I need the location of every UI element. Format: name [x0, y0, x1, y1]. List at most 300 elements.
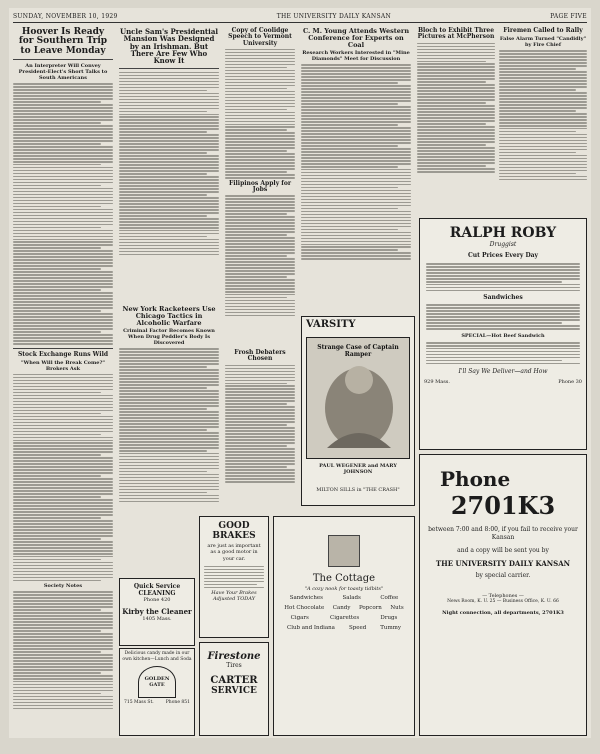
text-line: [225, 237, 295, 239]
text-line: [119, 111, 207, 113]
text-line: [119, 351, 219, 353]
cottage-item: Coffee: [376, 594, 402, 604]
text-line: [417, 75, 495, 77]
text-line: [301, 252, 411, 254]
column-5: [417, 26, 495, 226]
text-line: [225, 394, 295, 396]
text-line: [13, 233, 113, 235]
text-line: [119, 453, 219, 455]
text-line: [119, 206, 219, 208]
cleaning-name: Kirby the Cleaner: [120, 607, 194, 616]
text-line: [499, 179, 587, 181]
text-line: [119, 134, 219, 136]
text-line: [119, 116, 219, 118]
movie-poster: [306, 337, 410, 459]
firestone-sub: Tires: [200, 662, 268, 669]
text-line: [225, 276, 287, 278]
text-line: [417, 58, 495, 60]
text-line: [225, 385, 295, 387]
text-line: [13, 422, 113, 424]
text-line: [499, 164, 587, 166]
text-line: [13, 218, 113, 220]
text-line: [417, 63, 495, 65]
text-line: [13, 262, 113, 264]
text-line: [225, 91, 295, 93]
text-line: [225, 430, 295, 432]
text-line: [13, 553, 113, 555]
text-line: [225, 156, 295, 158]
text-line: [225, 246, 295, 248]
text-line: [301, 91, 411, 93]
kansan-line1: between 7:00 and 8:00, if you fail to receive your Kansan: [420, 520, 586, 547]
text-line: [13, 274, 113, 276]
headline-young: C. M. Young Attends Western Conference for Experts on Coal: [301, 28, 411, 48]
text-line: [119, 360, 219, 362]
text-line: [13, 280, 113, 282]
text-line: [225, 106, 295, 108]
text-line: [13, 639, 113, 641]
masthead: [13, 10, 587, 23]
text-line: [13, 107, 113, 109]
text-line: [119, 417, 219, 419]
text-line: [499, 56, 587, 58]
text-line: [13, 669, 113, 671]
text-line: [417, 135, 495, 137]
text-line: [13, 591, 113, 593]
text-line: [13, 197, 113, 199]
text-line: [13, 493, 113, 495]
text-line: [426, 275, 580, 277]
text-line: [301, 187, 398, 189]
text-line: [119, 251, 219, 253]
brakes-footer: Have Your Brakes Adjusted TODAY: [200, 590, 268, 602]
text-line: [119, 81, 219, 83]
kansan-phone-label: Phone: [420, 455, 586, 491]
text-line: [13, 328, 113, 330]
text-line: [301, 127, 411, 129]
text-line: [225, 412, 295, 414]
text-line: [499, 74, 587, 76]
text-line: [13, 236, 113, 238]
text-line: [13, 170, 113, 172]
text-line: [301, 249, 398, 251]
text-line: [119, 239, 219, 241]
headline-firemen: Firemen Called to Rally: [499, 28, 587, 34]
text-line: [225, 282, 295, 284]
text-line: [119, 426, 219, 428]
text-line: [225, 391, 295, 393]
text-line: [301, 217, 411, 219]
text-line: [119, 396, 219, 398]
text-line: [13, 116, 113, 118]
headline-filipinos: Filipinos Apply for Jobs: [225, 181, 295, 194]
text-line: [13, 508, 113, 510]
text-line: [119, 474, 219, 476]
text-line: [13, 176, 113, 178]
text-line: [119, 492, 207, 494]
text-line: [417, 150, 495, 152]
text-line: [13, 377, 113, 379]
text-line: [13, 212, 113, 214]
text-line: [301, 238, 411, 240]
text-line: [13, 265, 113, 267]
text-line: [119, 414, 219, 416]
text-line: [13, 523, 113, 525]
text-line: [13, 651, 101, 653]
text-line: [119, 105, 219, 107]
brakes-body: [200, 566, 268, 588]
text-line: [225, 478, 295, 480]
brakes-title: GOOD BRAKES: [200, 521, 268, 541]
text-line: [499, 146, 587, 148]
text-line: [13, 431, 113, 433]
text-line: [13, 331, 101, 333]
text-line: [225, 291, 295, 293]
cottage-item: Sandwiches: [286, 594, 327, 604]
text-line: [13, 146, 113, 148]
text-line: [13, 83, 113, 85]
text-line: [119, 372, 219, 374]
text-line: [225, 100, 295, 102]
text-line: [13, 460, 113, 462]
text-line: [13, 690, 113, 692]
text-line: [119, 402, 219, 404]
text-line: [119, 248, 219, 250]
text-line: [13, 505, 113, 507]
firestone-title: Firestone: [200, 651, 268, 662]
text-line: [13, 389, 113, 391]
text-line: [417, 147, 495, 149]
text-line: [13, 514, 113, 516]
text-line: [13, 603, 113, 605]
text-line: [417, 61, 486, 63]
text-line: [301, 97, 411, 99]
text-line: [13, 437, 113, 439]
text-line: [225, 457, 295, 459]
text-line: [13, 398, 113, 400]
text-line: [13, 143, 101, 145]
text-line: [301, 190, 411, 192]
text-line: [417, 87, 495, 89]
text-line: [119, 173, 207, 175]
text-line: [225, 61, 295, 63]
column-1: [13, 26, 113, 736]
text-line: [225, 249, 295, 251]
text-line: [119, 158, 219, 160]
text-line: [301, 139, 411, 141]
text-line: [301, 115, 411, 117]
text-line: [225, 279, 295, 281]
text-line: [225, 309, 295, 311]
text-line: [13, 419, 113, 421]
subhead-young: Research Workers Interested in "Mine Diamonds" Meet for Discussion: [301, 50, 411, 62]
text-line: [13, 194, 113, 196]
article-body: [119, 348, 219, 504]
text-line: [13, 681, 113, 683]
roby-ad: [419, 218, 587, 450]
text-line: [119, 143, 219, 145]
text-line: [225, 222, 295, 224]
text-line: [13, 529, 113, 531]
text-line: [225, 427, 295, 429]
text-line: [225, 433, 295, 435]
text-line: [119, 357, 219, 359]
text-line: [13, 337, 113, 339]
text-line: [499, 122, 587, 124]
text-line: [499, 137, 587, 139]
text-line: [499, 158, 587, 160]
cottage-item: Salads: [338, 594, 364, 604]
text-line: [225, 466, 287, 468]
text-line: [499, 131, 576, 133]
text-line: [417, 55, 495, 57]
text-line: [225, 79, 295, 81]
text-line: [13, 648, 113, 650]
text-line: [426, 272, 580, 274]
text-line: [119, 78, 219, 80]
text-line: [119, 468, 219, 470]
text-line: [225, 270, 295, 272]
masthead-date: SUNDAY, NOVEMBER 10, 1929: [13, 13, 118, 20]
text-line: [499, 71, 587, 73]
text-line: [119, 348, 219, 350]
text-line: [417, 123, 486, 125]
text-line: [119, 194, 207, 196]
text-line: [225, 52, 295, 54]
text-line: [119, 176, 219, 178]
text-line: [417, 46, 495, 48]
text-line: [119, 131, 207, 133]
movie-extra: MILTON SILLS in "THE CRASH": [306, 487, 410, 493]
text-line: [301, 196, 411, 198]
text-line: [13, 164, 101, 166]
text-line: [417, 144, 486, 146]
text-line: [13, 286, 113, 288]
text-line: [13, 221, 113, 223]
text-line: [119, 450, 207, 452]
text-line: [225, 273, 295, 275]
text-line: [13, 158, 113, 160]
text-line: [225, 171, 287, 173]
text-line: [301, 255, 411, 257]
column-6: [499, 26, 587, 226]
roby-special: SPECIAL—Hot Beef Sandwich: [420, 333, 586, 339]
text-line: [13, 568, 113, 570]
headline-racketeers: New York Racketeers Use Chicago Tactics in Alcoholic Warfare: [119, 306, 219, 326]
text-line: [13, 434, 101, 436]
text-line: [225, 288, 295, 290]
article-body: [301, 64, 411, 260]
text-line: [225, 219, 295, 221]
subhead-racketeers: Criminal Factor Becomes Known When Drug Peddler's Body Is Discovered: [119, 328, 219, 346]
text-line: [13, 416, 113, 418]
text-line: [225, 445, 287, 447]
cottage-item: Hot Chocolate: [280, 604, 328, 614]
text-line: [225, 454, 295, 456]
text-line: [301, 160, 411, 162]
text-line: [301, 94, 411, 96]
text-line: [225, 406, 295, 408]
text-line: [225, 228, 295, 230]
text-line: [301, 130, 411, 132]
cottage-item: Speed: [345, 624, 370, 634]
text-line: [119, 233, 219, 235]
kansan-night: Night connection, all departments, 2701K3: [420, 610, 586, 616]
text-line: [13, 428, 113, 430]
text-line: [225, 216, 295, 218]
text-line: [499, 86, 587, 88]
text-line: [225, 472, 295, 474]
text-line: [225, 315, 295, 316]
text-line: [13, 487, 113, 489]
text-line: [417, 96, 495, 98]
text-line: [119, 140, 219, 142]
text-line: [119, 221, 219, 223]
text-line: [225, 138, 295, 140]
text-line: [225, 294, 295, 296]
text-line: [119, 84, 219, 86]
text-line: [119, 215, 207, 217]
text-line: [301, 181, 411, 183]
text-line: [13, 98, 113, 100]
text-line: [13, 268, 101, 270]
text-line: [119, 125, 219, 127]
text-line: [119, 114, 219, 116]
text-line: [225, 88, 287, 90]
text-line: [225, 380, 295, 382]
text-line: [13, 490, 113, 492]
text-line: [417, 111, 495, 113]
text-line: [119, 209, 219, 211]
text-line: [13, 289, 101, 291]
text-line: [13, 140, 113, 142]
text-line: [13, 654, 113, 656]
text-line: [13, 642, 113, 644]
text-line: [301, 79, 411, 81]
text-line: [119, 369, 219, 371]
text-line: [417, 165, 486, 167]
text-line: [225, 365, 295, 367]
text-line: [13, 173, 113, 175]
cleaning-title: Quick Service CLEANING: [120, 583, 194, 597]
text-line: [499, 110, 576, 112]
text-line: [225, 153, 295, 155]
text-line: [13, 451, 113, 453]
text-line: [13, 705, 113, 707]
cottage-ad: [273, 516, 415, 736]
text-line: [119, 471, 207, 473]
text-line: [13, 672, 101, 674]
column-4: [301, 26, 411, 316]
text-line: [301, 103, 398, 105]
text-line: [426, 357, 580, 359]
text-line: [225, 371, 295, 373]
text-line: [119, 390, 219, 392]
text-line: [499, 128, 587, 130]
text-line: [13, 188, 113, 190]
text-line: [426, 316, 580, 318]
headline-mansion: Uncle Sam's Presidential Mansion Was Designed by an Irishman. But There Are Few Who Know It: [119, 28, 219, 65]
text-line: [499, 167, 587, 169]
text-line: [119, 191, 219, 193]
text-line: [13, 247, 101, 249]
text-line: [13, 95, 113, 97]
text-line: [13, 253, 113, 255]
text-line: [204, 566, 264, 568]
text-line: [225, 300, 295, 302]
text-line: [499, 149, 587, 151]
text-line: [225, 368, 295, 370]
text-line: [13, 215, 113, 217]
text-line: [417, 43, 495, 45]
text-line: [301, 64, 411, 66]
article-body: [13, 374, 113, 582]
text-line: [13, 392, 101, 394]
text-line: [13, 334, 113, 336]
text-line: [13, 499, 113, 501]
text-line: [225, 141, 295, 143]
text-line: [119, 408, 207, 410]
text-line: [225, 231, 295, 233]
text-line: [119, 155, 219, 157]
text-line: [13, 559, 101, 561]
text-line: [13, 89, 113, 91]
text-line: [119, 254, 219, 256]
text-line: [499, 125, 587, 127]
text-line: [301, 145, 398, 147]
text-line: [225, 150, 287, 152]
text-line: [119, 483, 219, 485]
text-line: [13, 386, 113, 388]
text-line: [225, 397, 295, 399]
varsity-ad: [301, 316, 415, 506]
text-line: [426, 304, 580, 306]
text-line: [426, 287, 580, 289]
masthead-paper: THE UNIVERSITY DAILY KANSAN: [277, 13, 391, 20]
carter-name: CARTER: [200, 675, 268, 686]
text-line: [417, 141, 495, 143]
golden-address: 715 Mass St.: [124, 700, 154, 706]
text-line: [225, 267, 295, 269]
text-line: [13, 574, 113, 576]
text-line: [13, 541, 113, 543]
roby-items: [420, 304, 586, 329]
text-line: [13, 472, 113, 474]
text-line: [119, 447, 219, 449]
text-line: [13, 636, 113, 638]
text-line: [225, 383, 287, 385]
headline-bloch: Bloch to Exhibit Three Pictures at McPherson: [417, 28, 495, 41]
text-line: [13, 660, 113, 662]
text-line: [426, 281, 562, 283]
text-line: [426, 307, 580, 309]
cottage-item: Nuts: [386, 604, 407, 614]
text-line: [204, 584, 257, 586]
text-line: [13, 440, 113, 442]
golden-phone: Phone 851: [166, 700, 190, 706]
kansan-ad: [419, 454, 587, 736]
text-line: [301, 100, 411, 102]
cottage-title: The Cottage: [274, 573, 414, 584]
text-line: [225, 85, 295, 87]
golden-gate-logo: GOLDEN GATE: [138, 666, 176, 698]
text-line: [499, 98, 587, 100]
text-line: [499, 140, 587, 142]
text-line: [13, 696, 113, 698]
text-line: [13, 425, 113, 427]
text-line: [225, 306, 295, 308]
text-line: [13, 699, 113, 701]
